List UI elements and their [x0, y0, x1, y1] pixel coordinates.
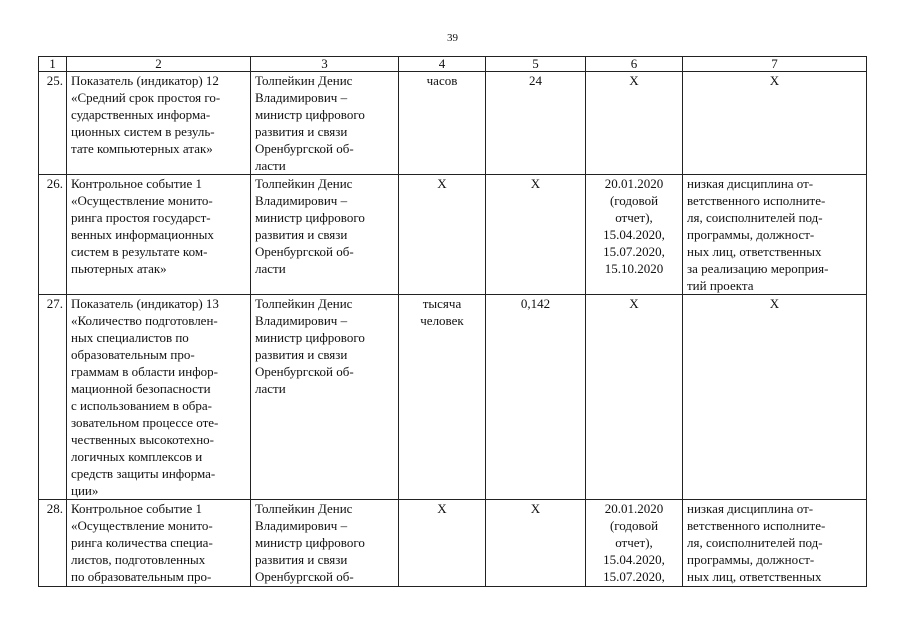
row-date: X	[586, 295, 683, 500]
row-value: X	[486, 175, 586, 295]
row-responsible: Толпейкин Денис Владимирович – министр цифрового развития и связи Оренбургской об- ласти	[251, 72, 399, 175]
indicators-table	[38, 56, 867, 587]
row-unit: X	[399, 175, 486, 295]
row-value: 24	[486, 72, 586, 175]
col-header-4: 4	[399, 57, 486, 72]
col-header-7: 7	[683, 57, 867, 72]
row-responsible: Толпейкин Денис Владимирович – министр цифрового развития и связи Оренбургской об- ласти	[251, 295, 399, 500]
row-number: 26.	[39, 175, 67, 295]
row-date: 20.01.2020 (годовой отчет), 15.04.2020, 15.07.2020, 15.10.2020	[586, 175, 683, 295]
row-date: X	[586, 72, 683, 175]
row-unit: тысяча человек	[399, 295, 486, 500]
row-value: X	[486, 500, 586, 587]
table-row	[39, 500, 867, 587]
col-header-1: 1	[39, 57, 67, 72]
row-number: 28.	[39, 500, 67, 587]
col-header-6: 6	[586, 57, 683, 72]
table-row	[39, 72, 867, 175]
row-risk: X	[683, 72, 867, 175]
row-unit: часов	[399, 72, 486, 175]
header-row	[39, 57, 867, 72]
row-name: Показатель (индикатор) 12 «Средний срок простоя го- сударственных информа- ционных систем в резуль- тате компьютерных атак»	[67, 72, 251, 175]
row-responsible: Толпейкин Денис Владимирович – министр цифрового развития и связи Оренбургской об- ласти	[251, 175, 399, 295]
col-header-2: 2	[67, 57, 251, 72]
row-number: 25.	[39, 72, 67, 175]
col-header-3: 3	[251, 57, 399, 72]
page-number: 39	[447, 32, 458, 44]
row-name: Контрольное событие 1 «Осуществление монито- ринга количества специа- листов, подготовленных по образовательным про-	[67, 500, 251, 587]
row-number: 27.	[39, 295, 67, 500]
table-row	[39, 175, 867, 295]
row-responsible: Толпейкин Денис Владимирович – министр цифрового развития и связи Оренбургской об-	[251, 500, 399, 587]
row-date: 20.01.2020 (годовой отчет), 15.04.2020, 15.07.2020,	[586, 500, 683, 587]
col-header-5: 5	[486, 57, 586, 72]
row-name: Показатель (индикатор) 13 «Количество подготовлен- ных специалистов по образовательным про- граммам в области инфор- мационной безопасности с использованием в обра- зовательном процессе оте- чественных высокотехно- логичных комплексов и средств защиты информа- ции»	[67, 295, 251, 500]
row-risk: X	[683, 295, 867, 500]
table-row	[39, 295, 867, 500]
row-risk: низкая дисциплина от- ветственного исполните- ля, соисполнителей под- программы, должност- ных лиц, ответственных за реализацию мероприя- тий проекта	[683, 175, 867, 295]
row-risk: низкая дисциплина от- ветственного исполните- ля, соисполнителей под- программы, должност- ных лиц, ответственных	[683, 500, 867, 587]
row-value: 0,142	[486, 295, 586, 500]
row-name: Контрольное событие 1 «Осуществление монито- ринга простоя государст- венных информационных систем в результате ком- пьютерных атак»	[67, 175, 251, 295]
row-unit: X	[399, 500, 486, 587]
